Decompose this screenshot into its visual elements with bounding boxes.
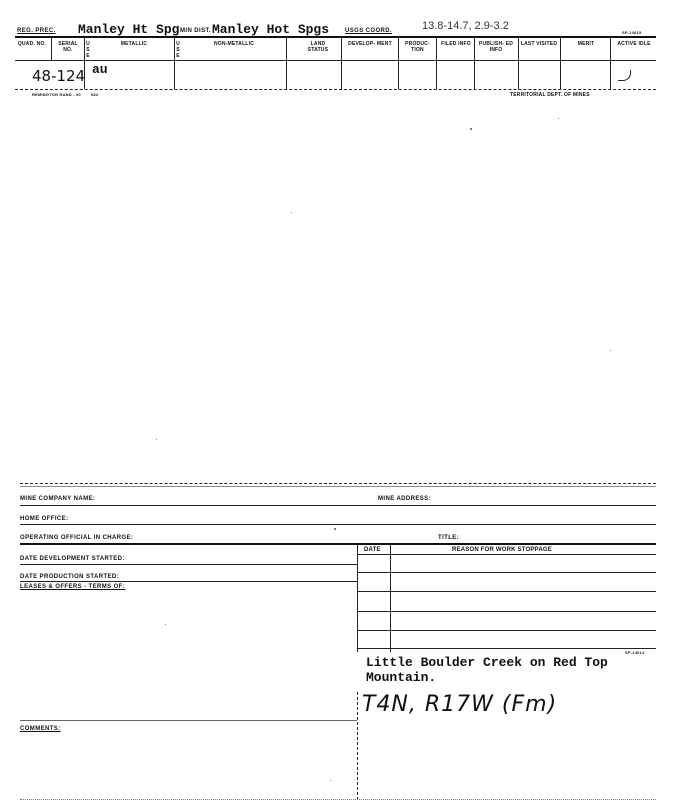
location-line-2: Mountain. xyxy=(366,670,437,685)
row-line xyxy=(20,505,656,506)
speck xyxy=(330,780,331,781)
reg-prec-label: REG. PREC. xyxy=(17,28,56,34)
header-rule-bottom xyxy=(15,89,656,90)
comments-label: COMMENTS: xyxy=(20,726,61,732)
stoppage-row-line xyxy=(357,572,656,573)
col-development: DEVELOP- MENT xyxy=(348,41,392,47)
stoppage-row-line xyxy=(357,630,656,631)
quad-serial-value: 48-124 xyxy=(32,67,86,85)
col-divider xyxy=(436,37,437,89)
handwritten-township: T4N, R17W (Fm) xyxy=(362,692,558,717)
col-divider xyxy=(560,37,561,89)
home-office-label: HOME OFFICE: xyxy=(20,516,69,522)
speck xyxy=(558,118,559,119)
date-col-header: DATE xyxy=(364,547,381,553)
operating-official-label: OPERATING OFFICIAL IN CHARGE: xyxy=(20,535,134,541)
stoppage-row-line xyxy=(357,611,656,612)
mine-address-label: MINE ADDRESS: xyxy=(378,496,431,502)
stoppage-row-line xyxy=(357,591,656,592)
col-published-info: PUBLISH- ED INFO xyxy=(478,41,514,53)
speck xyxy=(334,528,336,530)
col-active-idle: ACTIVE IDLE xyxy=(617,41,651,47)
col-filed-info: FILED INFO xyxy=(441,41,471,47)
printer-imprint: REMINGTON RAND - 20 xyxy=(32,92,81,97)
col-metallic: METALLIC xyxy=(120,41,148,47)
usgs-coord-label: USGS COORD. xyxy=(345,28,393,34)
form-number-bottom: SP-14014 xyxy=(625,650,645,655)
col-serial-no: SERIAL NO. xyxy=(58,41,78,53)
col-divider xyxy=(341,37,342,89)
printer-code: 082 xyxy=(91,92,99,97)
usgs-coord-value: 13.8-14.7, 2.9-3.2 xyxy=(422,20,509,32)
stoppage-table-divider xyxy=(390,544,391,652)
form-top-line xyxy=(20,486,656,487)
speck xyxy=(291,212,292,213)
comments-top-line xyxy=(20,720,357,721)
row-line xyxy=(20,564,357,565)
active-idle-mark xyxy=(618,70,631,81)
date-production-started-label: DATE PRODUCTION STARTED: xyxy=(20,574,120,580)
row-line xyxy=(20,581,357,582)
form-bottom-dashed xyxy=(20,799,656,800)
mine-company-name-label: MINE COMPANY NAME: xyxy=(20,496,96,502)
col-land-status: LAND STATUS xyxy=(307,41,329,53)
col-divider xyxy=(398,37,399,89)
speck xyxy=(156,439,157,440)
department-imprint: TERRITORIAL DEPT. OF MINES xyxy=(510,92,590,98)
speck xyxy=(470,128,472,130)
location-line-1: Little Boulder Creek on Red Top xyxy=(366,655,608,670)
col-use-nonmetallic: USE xyxy=(176,41,180,59)
reason-col-header: REASON FOR WORK STOPPAGE xyxy=(452,547,552,553)
title-label: TITLE: xyxy=(438,535,460,541)
min-dist-label: MIN DIST. xyxy=(180,28,211,34)
form-top-dashed xyxy=(20,483,656,484)
col-non-metallic: NON-METALLIC xyxy=(213,41,255,47)
stoppage-table-left xyxy=(357,544,358,652)
row-line xyxy=(20,524,656,525)
speck xyxy=(610,350,611,351)
form-number-top: SP-14015 xyxy=(622,30,642,35)
col-production: PRODUC- TION xyxy=(405,41,430,53)
col-merit: MERIT xyxy=(577,41,595,47)
col-use-metallic: USE xyxy=(86,41,90,59)
stoppage-row-line xyxy=(357,554,656,555)
col-last-visited: LAST VISITED xyxy=(520,41,558,47)
metallic-value: au xyxy=(92,62,108,77)
col-divider xyxy=(474,37,475,89)
col-quad-no: QUAD. NO. xyxy=(17,41,47,47)
reg-prec-value: Manley Ht Spg xyxy=(78,22,180,37)
speck xyxy=(165,624,166,625)
col-divider xyxy=(51,37,52,60)
col-divider xyxy=(518,37,519,89)
stoppage-row-line xyxy=(357,648,656,649)
leases-offers-label: LEASES & OFFERS - TERMS OF: xyxy=(20,584,126,590)
row-line-thick xyxy=(20,543,656,545)
col-divider xyxy=(286,37,287,89)
min-dist-value: Manley Hot Spgs xyxy=(212,22,330,37)
col-divider xyxy=(610,37,611,89)
date-development-started-label: DATE DEVELOPMENT STARTED: xyxy=(20,556,125,562)
notes-divider xyxy=(357,692,358,800)
